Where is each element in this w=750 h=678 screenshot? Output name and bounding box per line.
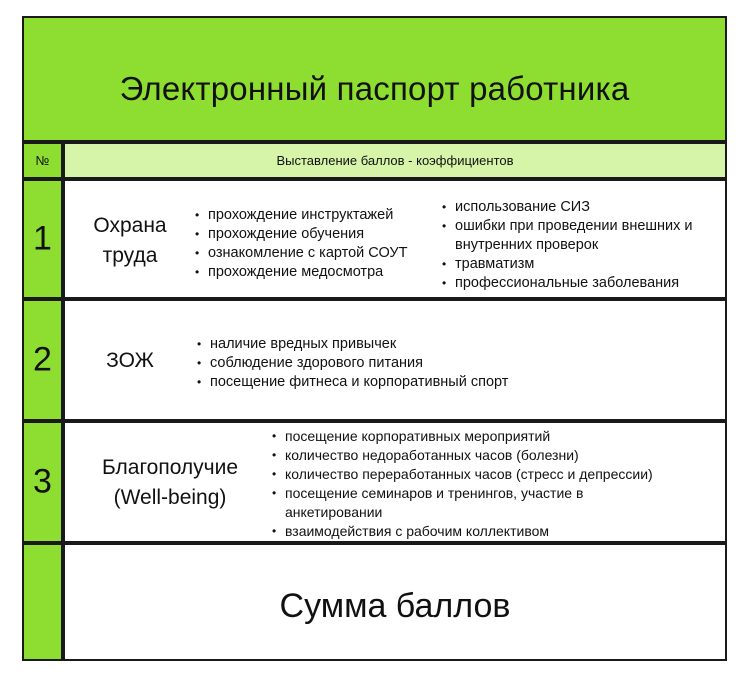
row-label-line: ЗОЖ: [106, 349, 154, 372]
row-label: [75, 211, 185, 271]
row-label-line: (Well-being): [113, 486, 227, 509]
criteria-list: [197, 335, 697, 392]
row-number: 2: [33, 340, 52, 379]
total-label: Сумма баллов: [279, 587, 511, 625]
row-healthy-lifestyle: [63, 299, 727, 421]
list-item: • посещение семинаров и тренингов, участие в анкетировании: [272, 484, 615, 522]
list-item: • количество недоработанных часов (болезни): [272, 446, 727, 465]
list-item: • количество переработанных часов (стресс и депрессии): [272, 465, 727, 484]
list-item: • ошибки при проведении внешних и внутренних проверок: [442, 217, 724, 255]
header-label-cell: [63, 142, 727, 179]
list-item: • травматизм: [442, 255, 724, 274]
header-label: Выставление баллов - коэффициентов: [276, 153, 514, 168]
list-item: • взаимодействия с рабочим коллективом: [272, 522, 727, 541]
total-row: [63, 543, 727, 661]
total-number-cell: [22, 543, 63, 661]
row-number: 1: [33, 219, 52, 258]
list-item: • использование СИЗ: [442, 198, 724, 217]
page-title: Электронный паспорт работника: [119, 70, 630, 107]
criteria-list: [195, 206, 425, 282]
row-number-cell: [22, 421, 63, 543]
list-item: • соблюдение здорового питания: [197, 354, 697, 373]
title-cell: [22, 16, 727, 142]
row-number: 3: [33, 462, 52, 501]
list-item: • прохождение инструктажей: [195, 206, 425, 225]
criteria-list: [442, 198, 724, 293]
row-number-cell: [22, 299, 63, 421]
list-item: • прохождение обучения: [195, 225, 425, 244]
row-wellbeing: [63, 421, 727, 543]
row-label: [75, 346, 185, 376]
list-item: • профессиональные заболевания: [442, 274, 724, 293]
list-item: • ознакомление с картой СОУТ: [195, 244, 425, 263]
list-item: • наличие вредных привычек: [197, 335, 697, 354]
criteria-list: [272, 427, 727, 541]
header-number-cell: [22, 142, 63, 179]
row-number-cell: [22, 179, 63, 299]
header-number: №: [35, 153, 50, 168]
list-item: • прохождение медосмотра: [195, 263, 425, 282]
row-label-line: труда: [102, 244, 158, 267]
row-label-line: Благополучие: [101, 456, 239, 479]
row-label: [70, 453, 270, 513]
row-occupational-safety: [63, 179, 727, 299]
row-label-line: Охрана: [93, 214, 167, 237]
list-item: • посещение фитнеса и корпоративный спорт: [197, 373, 697, 392]
list-item: • посещение корпоративных мероприятий: [272, 427, 727, 446]
